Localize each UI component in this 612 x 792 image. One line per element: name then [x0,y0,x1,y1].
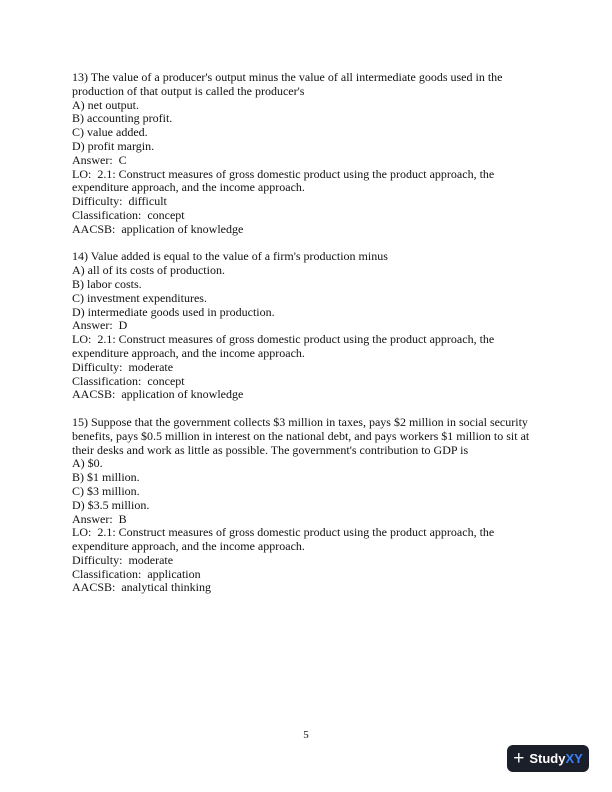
aacsb: AACSB: application of knowledge [72,221,244,236]
learning-objective: expenditure approach, and the income approach. [72,180,305,195]
option-b: B) $1 million. [72,470,140,485]
answer: Answer: C [72,152,127,167]
question-14 [72,250,542,402]
option-c: C) investment expenditures. [72,290,207,305]
question-stem: benefits, pays $0.5 million in interest on the national debt, and pays workers $1 million to sit at [72,428,530,443]
learning-objective: LO: 2.1: Construct measures of gross domestic product using the product approach, the [72,332,495,347]
option-d: D) intermediate goods used in production. [72,304,275,319]
question-stem: production of that output is called the producer's [72,83,305,98]
learning-objective: LO: 2.1: Construct measures of gross domestic product using the product approach, the [72,525,495,540]
question-stem: 14) Value added is equal to the value of a firm's production minus [72,249,388,264]
page-number: 5 [303,729,309,741]
option-a: A) net output. [72,97,139,112]
option-d: D) profit margin. [72,138,155,153]
brand-main: Study [529,751,566,766]
learning-objective: expenditure approach, and the income approach. [72,345,305,360]
classification: Classification: application [72,566,201,581]
option-a: A) all of its costs of production. [72,263,225,278]
question-stem: 13) The value of a producer's output minus the value of all intermediate goods used in the [72,70,503,84]
learning-objective: LO: 2.1: Construct measures of gross domestic product using the product approach, the [72,166,495,181]
difficulty: Difficulty: difficult [72,194,167,209]
brand-accent: XY [565,751,583,766]
learning-objective: expenditure approach, and the income approach. [72,539,305,554]
plus-icon: + [513,748,525,769]
aacsb: AACSB: application of knowledge [72,387,244,402]
question-13 [72,71,542,237]
question-list [72,71,542,609]
option-b: B) accounting profit. [72,111,173,126]
option-d: D) $3.5 million. [72,497,150,512]
question-15 [72,416,542,595]
option-a: A) $0. [72,456,103,471]
answer: Answer: B [72,511,127,526]
answer: Answer: D [72,318,128,333]
classification: Classification: concept [72,207,185,222]
question-stem: 15) Suppose that the government collects $3 million in taxes, pays $2 million in social security [72,414,528,429]
brand-name [529,751,582,766]
option-c: C) $3 million. [72,483,140,498]
studyxy-badge[interactable] [507,745,589,772]
difficulty: Difficulty: moderate [72,359,174,374]
option-c: C) value added. [72,125,148,140]
option-b: B) labor costs. [72,276,142,291]
classification: Classification: concept [72,373,185,388]
difficulty: Difficulty: moderate [72,552,174,567]
question-stem: their desks and work as little as possible. The government's contribution to GDP is [72,442,469,457]
aacsb: AACSB: analytical thinking [72,580,211,595]
